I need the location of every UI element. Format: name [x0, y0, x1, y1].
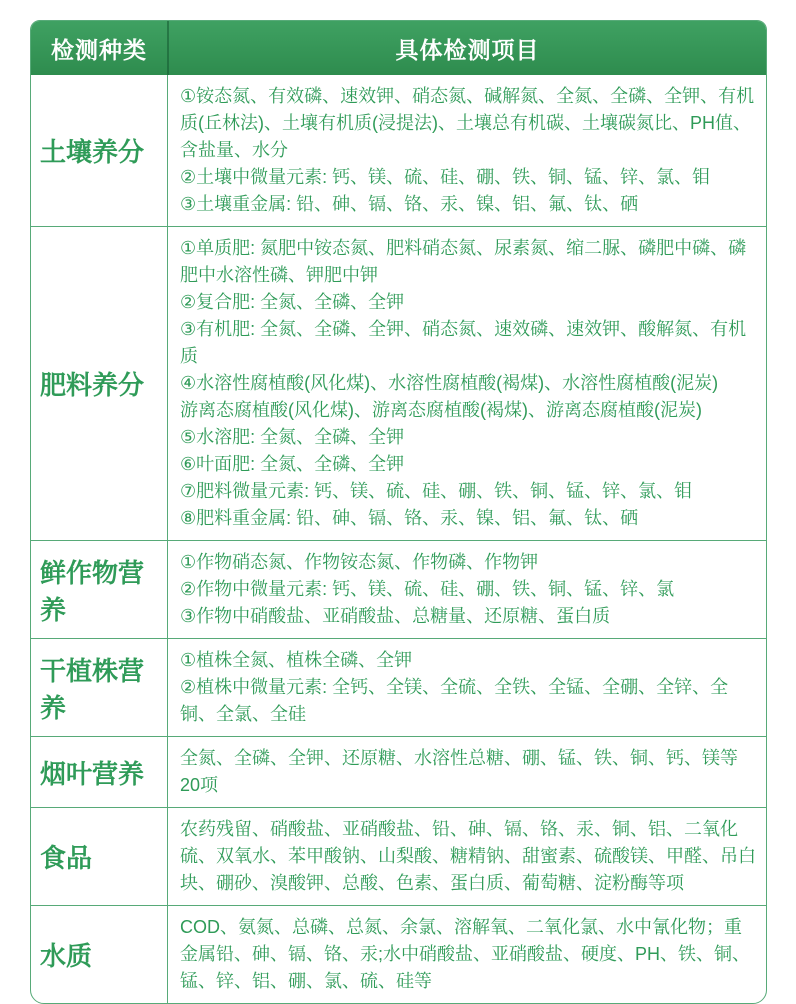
category-cell: 烟叶营养 [40, 758, 145, 789]
table-row [31, 736, 766, 807]
table-row [31, 807, 766, 905]
item-line: 全氮、全磷、全钾、还原糖、水溶性总糖、硼、锰、铁、铜、钙、镁等20项 [180, 748, 738, 795]
items-cell [167, 75, 766, 226]
item-line: ①铵态氮、有效磷、速效钾、硝态氮、碱解氮、全氮、全磷、全钾、有机质(丘林法)、土壤有机质(浸提法)、土壤总有机碳、土壤碳氮比、PH值、含盐量、水分 [180, 86, 755, 160]
table-row [31, 638, 766, 736]
items-cell [167, 639, 766, 736]
items-cell [167, 906, 766, 1003]
item-line: COD、氨氮、总磷、总氮、余氯、溶解氧、二氧化氯、水中氰化物；重金属铅、砷、镉、铬、汞;水中硝酸盐、亚硝酸盐、硬度、PH、铁、铜、锰、锌、铝、硼、氯、硫、硅等 [180, 917, 751, 991]
item-line: ①作物硝态氮、作物铵态氮、作物磷、作物钾 [180, 552, 539, 572]
category-cell: 水质 [40, 941, 93, 971]
item-line: ③作物中硝酸盐、亚硝酸盐、总糖量、还原糖、蛋白质 [180, 606, 611, 626]
table-row [31, 905, 766, 1003]
detection-items-table [30, 20, 767, 1004]
table-row [31, 540, 766, 638]
items-cell [167, 737, 766, 807]
item-line: ②土壤中微量元素: 钙、镁、硫、硅、硼、铁、铜、锰、锌、氯、钼 [180, 167, 711, 187]
items-cell [167, 227, 766, 540]
header-cell-items: 具体检测项目 [167, 21, 766, 75]
item-line: ③有机肥: 全氮、全磷、全钾、硝态氮、速效磷、速效钾、酸解氮、有机质 [180, 319, 747, 366]
category-cell: 土壤养分 [40, 137, 145, 167]
category-cell: 鲜作物营养 [40, 557, 145, 625]
item-line: ①单质肥: 氮肥中铵态氮、肥料硝态氮、尿素氮、缩二脲、磷肥中磷、磷肥中水溶性磷、钾肥中钾 [180, 238, 747, 285]
items-cell [167, 808, 766, 905]
item-line: ⑦肥料微量元素: 钙、镁、硫、硅、硼、铁、铜、锰、锌、氯、钼 [180, 481, 693, 501]
table-row [31, 226, 766, 540]
item-line: ②作物中微量元素: 钙、镁、硫、硅、硼、铁、铜、锰、锌、氯 [180, 579, 675, 599]
table-body [31, 75, 766, 1003]
item-line: ⑥叶面肥: 全氮、全磷、全钾 [180, 454, 405, 474]
item-line: ⑧肥料重金属: 铅、砷、镉、铬、汞、镍、铝、氟、钛、硒 [180, 508, 639, 528]
item-line: ③土壤重金属: 铅、砷、镉、铬、汞、镍、铝、氟、钛、硒 [180, 194, 639, 214]
item-line: 游离态腐植酸(风化煤)、游离态腐植酸(褐煤)、游离态腐植酸(泥炭) [180, 400, 702, 420]
item-line: ①植株全氮、植株全磷、全钾 [180, 650, 413, 670]
item-line: ②植株中微量元素: 全钙、全镁、全硫、全铁、全锰、全硼、全锌、全铜、全氯、全硅 [180, 677, 729, 724]
items-cell [167, 541, 766, 638]
category-cell: 肥料养分 [40, 370, 145, 400]
category-cell: 干植株营养 [40, 655, 145, 723]
item-line: 农药残留、硝酸盐、亚硝酸盐、铅、砷、镉、铬、汞、铜、铝、二氧化硫、双氧水、苯甲酸钠、山梨酸、糖精钠、甜蜜素、硫酸镁、甲醛、吊白块、硼砂、溴酸钾、总酸、色素、蛋白质、葡萄糖、淀粉酶等项 [180, 819, 756, 893]
item-line: ④水溶性腐植酸(风化煤)、水溶性腐植酸(褐煤)、水溶性腐植酸(泥炭) [180, 373, 719, 393]
header-cell-category: 检测种类 [51, 36, 147, 63]
table-row [31, 75, 766, 226]
category-cell: 食品 [40, 843, 93, 873]
item-line: ⑤水溶肥: 全氮、全磷、全钾 [180, 427, 405, 447]
item-line: ②复合肥: 全氮、全磷、全钾 [180, 292, 405, 312]
table-header-row [31, 21, 766, 75]
